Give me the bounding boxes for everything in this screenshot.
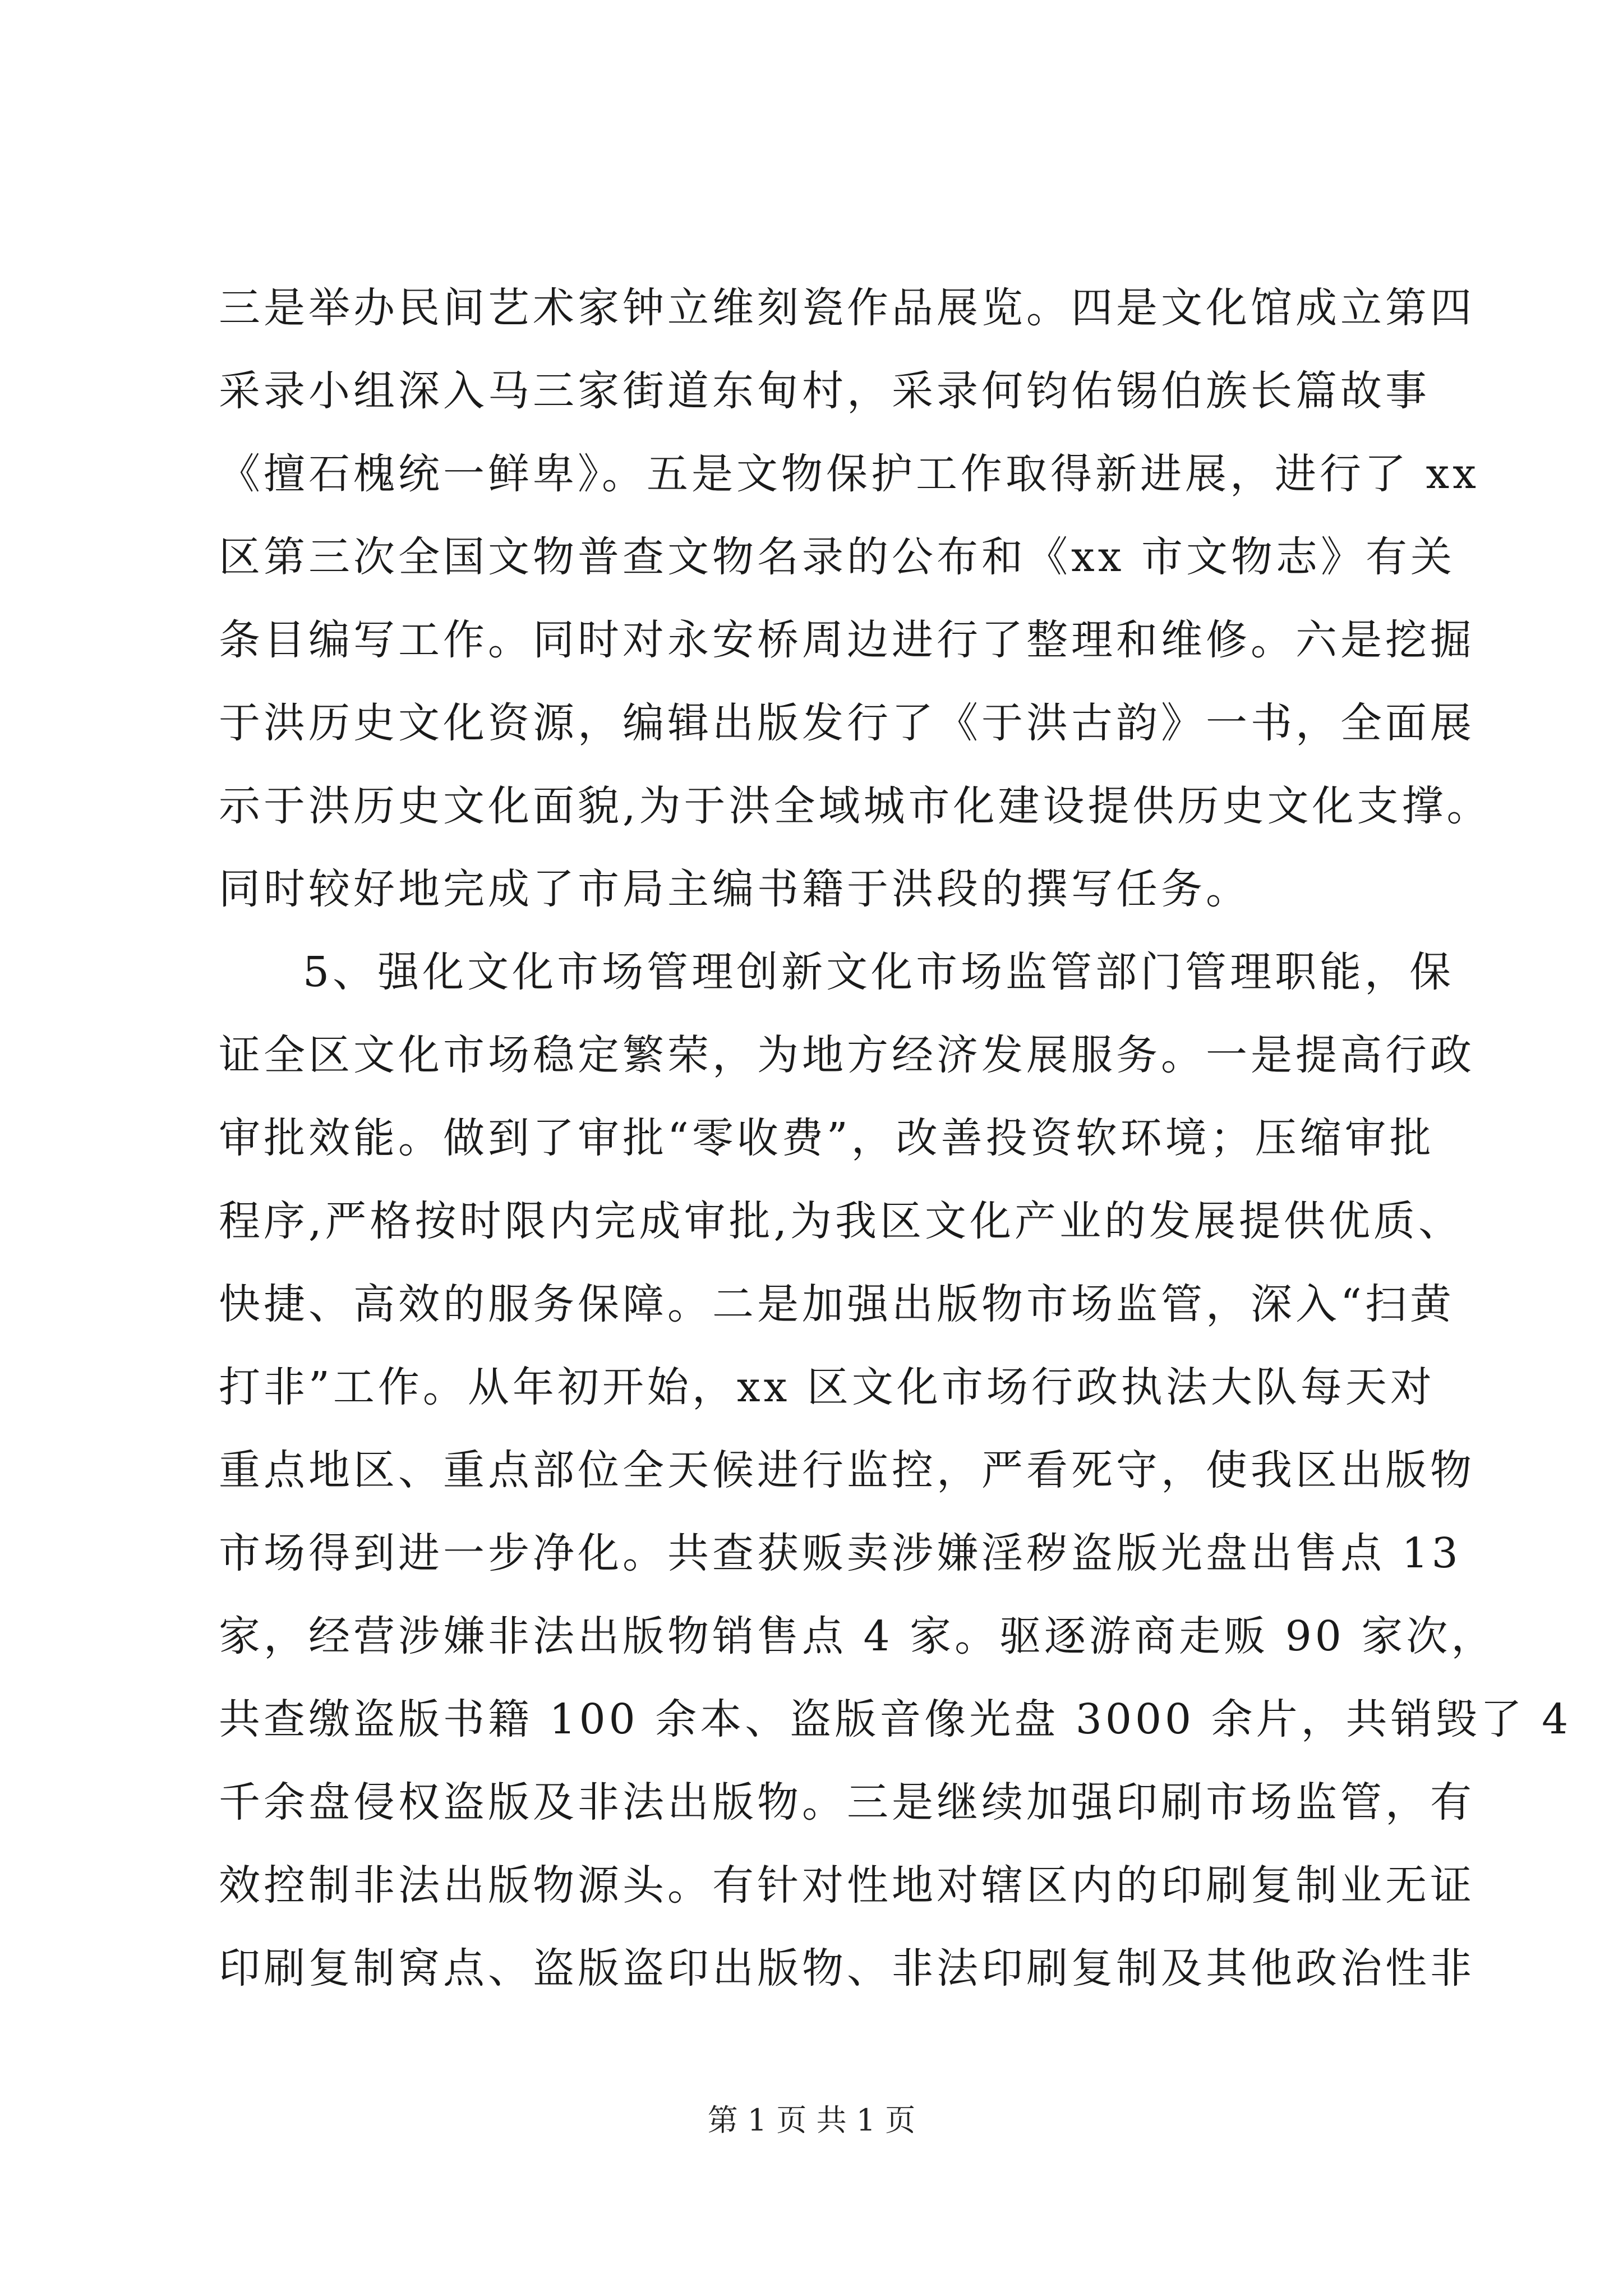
text-line: 家，经营涉嫌非法出版物销售点 4 家。驱逐游商走贩 90 家次， — [219, 1612, 1496, 1660]
text-line: 采录小组深入马三家街道东甸村，采录何钧佑锡伯族长篇故事 — [219, 367, 1430, 415]
text-line: 共查缴盗版书籍 100 余本、盗版音像光盘 3000 余片，共销毁了 4 — [219, 1695, 1572, 1743]
text-line: 效控制非法出版物源头。有针对性地对辖区内的印刷复制业无证 — [219, 1861, 1475, 1910]
text-line: 三是举办民间艺术家钟立维刻瓷作品展览。四是文化馆成立第四 — [219, 284, 1475, 332]
text-line: 市场得到进一步净化。共查获贩卖涉嫌淫秽盗版光盘出售点 13 — [219, 1529, 1461, 1577]
text-line: 审批效能。做到了审批“零收费”，改善投资软环境；压缩审批 — [219, 1114, 1435, 1162]
page-footer: 第 1 页 共 1 页 — [707, 2102, 916, 2138]
text-line: 证全区文化市场稳定繁荣，为地方经济发展服务。一是提高行政 — [219, 1031, 1475, 1079]
text-line: 重点地区、重点部位全天候进行监控，严看死守，使我区出版物 — [219, 1446, 1475, 1494]
paragraph-1 — [219, 266, 1492, 931]
text-line: 同时较好地完成了市局主编书籍于洪段的撰写任务。 — [219, 865, 1251, 913]
text-line: 印刷复制窝点、盗版盗印出版物、非法印刷复制及其他政治性非 — [219, 1944, 1475, 1993]
text-line: 程序,严格按时限内完成审批,为我区文化产业的发展提供优质、 — [219, 1197, 1464, 1245]
text-line: 示于洪历史文化面貌,为于洪全域城市化建设提供历史文化支撑。 — [219, 782, 1492, 830]
text-line: 于洪历史文化资源，编辑出版发行了《于洪古韵》一书，全面展 — [219, 699, 1475, 747]
text-line: 千余盘侵权盗版及非法出版物。三是继续加强印刷市场监管，有 — [219, 1778, 1475, 1826]
text-line: 区第三次全国文物普查文物名录的公布和《xx 市文物志》有关 — [219, 533, 1455, 581]
text-line: 5、强化文化市场管理创新文化市场监管部门管理职能，保 — [303, 948, 1455, 996]
text-line: 打非”工作。从年初开始，xx 区文化市场行政执法大队每天对 — [219, 1363, 1435, 1411]
text-line: 条目编写工作。同时对永安桥周边进行了整理和维修。六是挖掘 — [219, 616, 1475, 664]
text-line: 快捷、高效的服务保障。二是加强出版物市场监管，深入“扫黄 — [219, 1280, 1455, 1328]
document-body — [219, 266, 1572, 2010]
paragraph-2 — [219, 931, 1572, 2010]
text-line: 《擅石槐统一鲜卑》。五是文物保护工作取得新进展，进行了 xx — [219, 450, 1479, 498]
